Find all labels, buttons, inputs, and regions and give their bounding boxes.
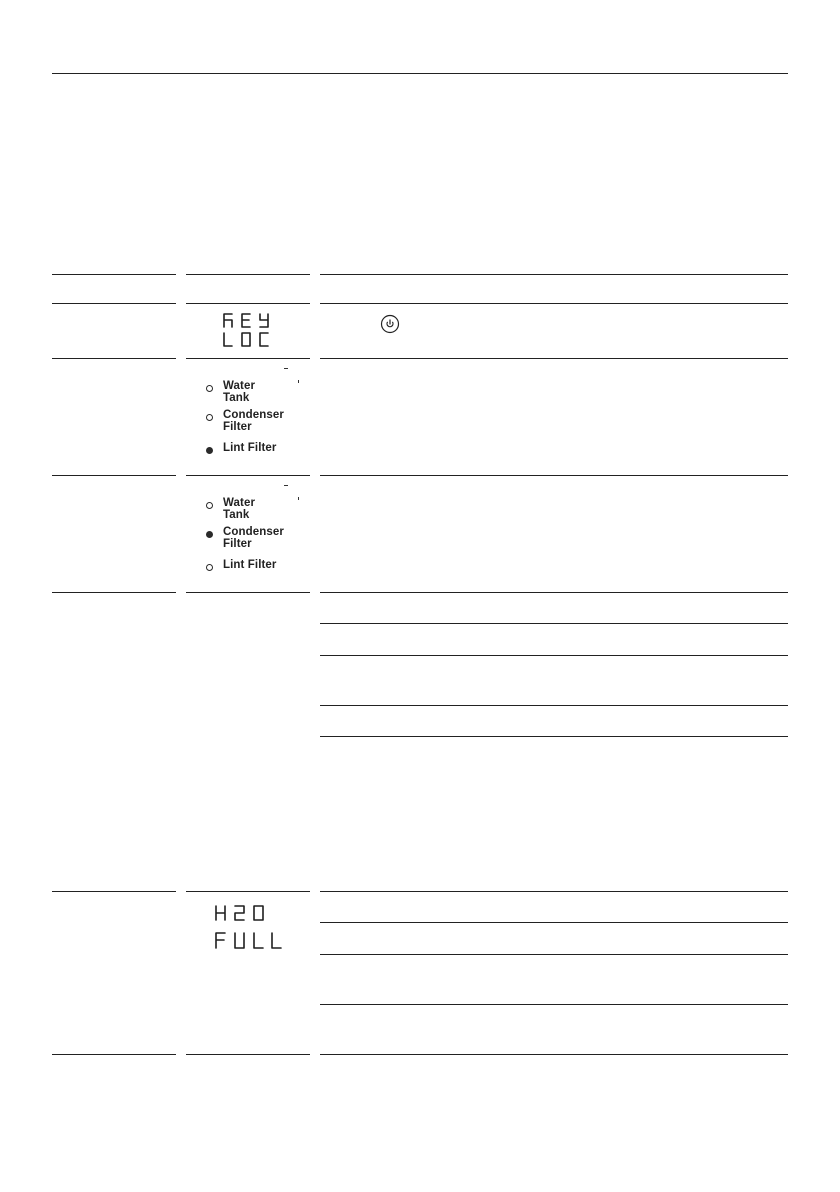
indicator-off-icon <box>206 414 213 421</box>
row1-rule-col2 <box>186 358 310 359</box>
power-button-icon <box>380 314 400 334</box>
key-lock-display <box>222 311 282 349</box>
row4-subrule <box>320 623 788 624</box>
indicator-label-line: Water <box>223 497 256 509</box>
indicator-condenser-filter <box>206 410 284 433</box>
row2-rule-col2 <box>186 475 310 476</box>
indicator-label-line: Condenser <box>223 526 284 538</box>
row2-rule-col3 <box>320 475 788 476</box>
table-bottom-rule-col3 <box>320 1054 788 1055</box>
row5-subrule <box>320 1004 788 1005</box>
panel-corner-mark <box>284 485 288 486</box>
indicator-label-line: Water <box>223 380 256 392</box>
row2-rule-col1 <box>52 475 176 476</box>
table-header-bottom-col3 <box>320 303 788 304</box>
panel-corner-mark-v <box>298 380 299 383</box>
indicator-lint-filter <box>206 560 277 572</box>
header-rule <box>52 73 788 74</box>
panel-corner-mark-v <box>298 497 299 500</box>
indicator-label <box>223 560 277 572</box>
row3-rule-col2 <box>186 592 310 593</box>
indicator-label-line: Condenser <box>223 409 284 421</box>
row4-rule-col3 <box>320 891 788 892</box>
row5-subrule <box>320 954 788 955</box>
row3-rule-col1 <box>52 592 176 593</box>
row1-rule-col3 <box>320 358 788 359</box>
row4-rule-col1 <box>52 891 176 892</box>
table-bottom-rule-col2 <box>186 1054 310 1055</box>
water-full-display <box>212 903 288 951</box>
table-bottom-rule-col1 <box>52 1054 176 1055</box>
indicator-label-line: Filter <box>223 537 252 550</box>
indicator-label <box>223 527 284 550</box>
panel-corner-mark <box>284 368 288 369</box>
indicator-label <box>223 410 284 433</box>
indicator-lint-filter <box>206 443 277 455</box>
indicator-water-tank <box>206 498 255 521</box>
row4-subrule <box>320 736 788 737</box>
table-header-bottom-col2 <box>186 303 310 304</box>
table-top-rule-col1 <box>52 274 176 275</box>
indicator-label <box>223 381 255 404</box>
row1-rule-col1 <box>52 358 176 359</box>
indicator-label-line: Lint Filter <box>223 442 277 454</box>
row4-rule-col2 <box>186 891 310 892</box>
indicator-off-icon <box>206 385 213 392</box>
indicator-on-icon <box>206 447 213 454</box>
indicator-label-line: Filter <box>223 420 252 433</box>
indicator-label-line: Tank <box>223 508 250 521</box>
row4-subrule <box>320 655 788 656</box>
indicator-on-icon <box>206 531 213 538</box>
indicator-off-icon <box>206 502 213 509</box>
table-top-rule-col3 <box>320 274 788 275</box>
indicator-condenser-filter <box>206 527 284 550</box>
row3-rule-col3 <box>320 592 788 593</box>
table-header-bottom-col1 <box>52 303 176 304</box>
indicator-water-tank <box>206 381 255 404</box>
indicator-label <box>223 498 255 521</box>
indicator-label <box>223 443 277 455</box>
table-top-rule-col2 <box>186 274 310 275</box>
row5-subrule <box>320 922 788 923</box>
indicator-label-line: Lint Filter <box>223 559 277 571</box>
indicator-label-line: Tank <box>223 391 250 404</box>
indicator-off-icon <box>206 564 213 571</box>
row4-subrule <box>320 705 788 706</box>
